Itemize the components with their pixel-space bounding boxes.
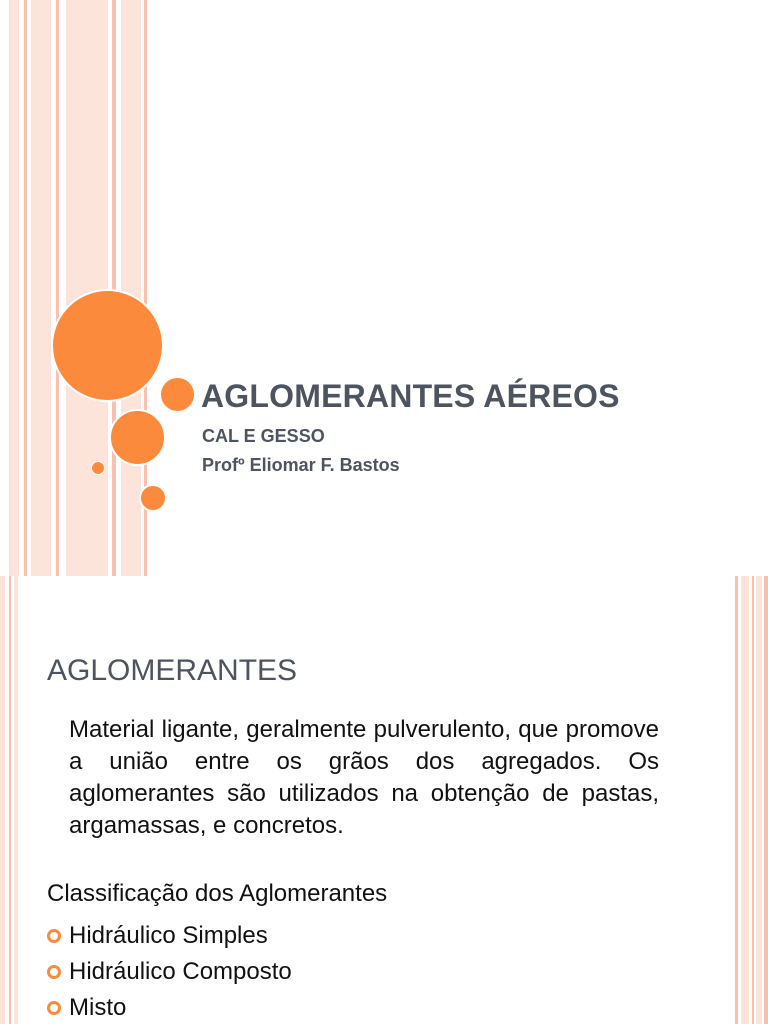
list-item-label: Hidráulico Simples xyxy=(69,922,268,949)
orange-ring-bullet-icon xyxy=(47,929,61,943)
orange-ring-bullet-icon xyxy=(47,1001,61,1015)
classification-heading: Classificação dos Aglomerantes xyxy=(47,880,388,907)
decorative-stripe xyxy=(14,576,18,1024)
decorative-stripe xyxy=(66,0,108,576)
decorative-stripe xyxy=(9,576,11,1024)
decorative-stripe xyxy=(121,0,141,576)
decorative-stripe xyxy=(56,0,59,576)
list-item xyxy=(47,954,292,990)
definition-paragraph: Material ligante, geralmente pulverulento, que promove a união entre os grãos dos agregados. Os aglomerantes são utilizados na obtenção de pastas, argamassas, e concretos. xyxy=(69,716,659,839)
decorative-stripe xyxy=(31,0,51,576)
list-item-label: Misto xyxy=(69,994,127,1021)
decorative-circle-medium xyxy=(109,409,166,466)
decorative-circle-large xyxy=(51,289,164,402)
list-item-label: Hidráulico Composto xyxy=(69,958,292,985)
decorative-stripe xyxy=(756,576,762,1024)
content-slide xyxy=(0,576,768,1024)
decorative-stripe xyxy=(752,576,754,1024)
decorative-circle-small xyxy=(91,461,105,475)
slide-author: Profº Eliomar F. Bastos xyxy=(202,455,400,475)
slide-title: AGLOMERANTES AÉREOS xyxy=(201,378,620,414)
decorative-stripe xyxy=(735,576,738,1024)
orange-ring-bullet-icon xyxy=(47,965,61,979)
decorative-stripe xyxy=(24,0,27,576)
slide-subtitle: CAL E GESSO xyxy=(202,426,325,446)
list-item xyxy=(47,918,292,954)
decorative-circle-medium xyxy=(159,376,196,413)
decorative-stripe xyxy=(0,576,5,1024)
slide-title: AGLOMERANTES xyxy=(47,654,298,687)
decorative-stripe xyxy=(112,0,116,576)
decorative-circle-small xyxy=(139,484,167,512)
list-item xyxy=(47,990,292,1024)
decorative-stripe xyxy=(741,576,749,1024)
decorative-stripe xyxy=(764,576,768,1024)
classification-list xyxy=(47,918,292,1024)
decorative-stripe xyxy=(9,0,19,576)
